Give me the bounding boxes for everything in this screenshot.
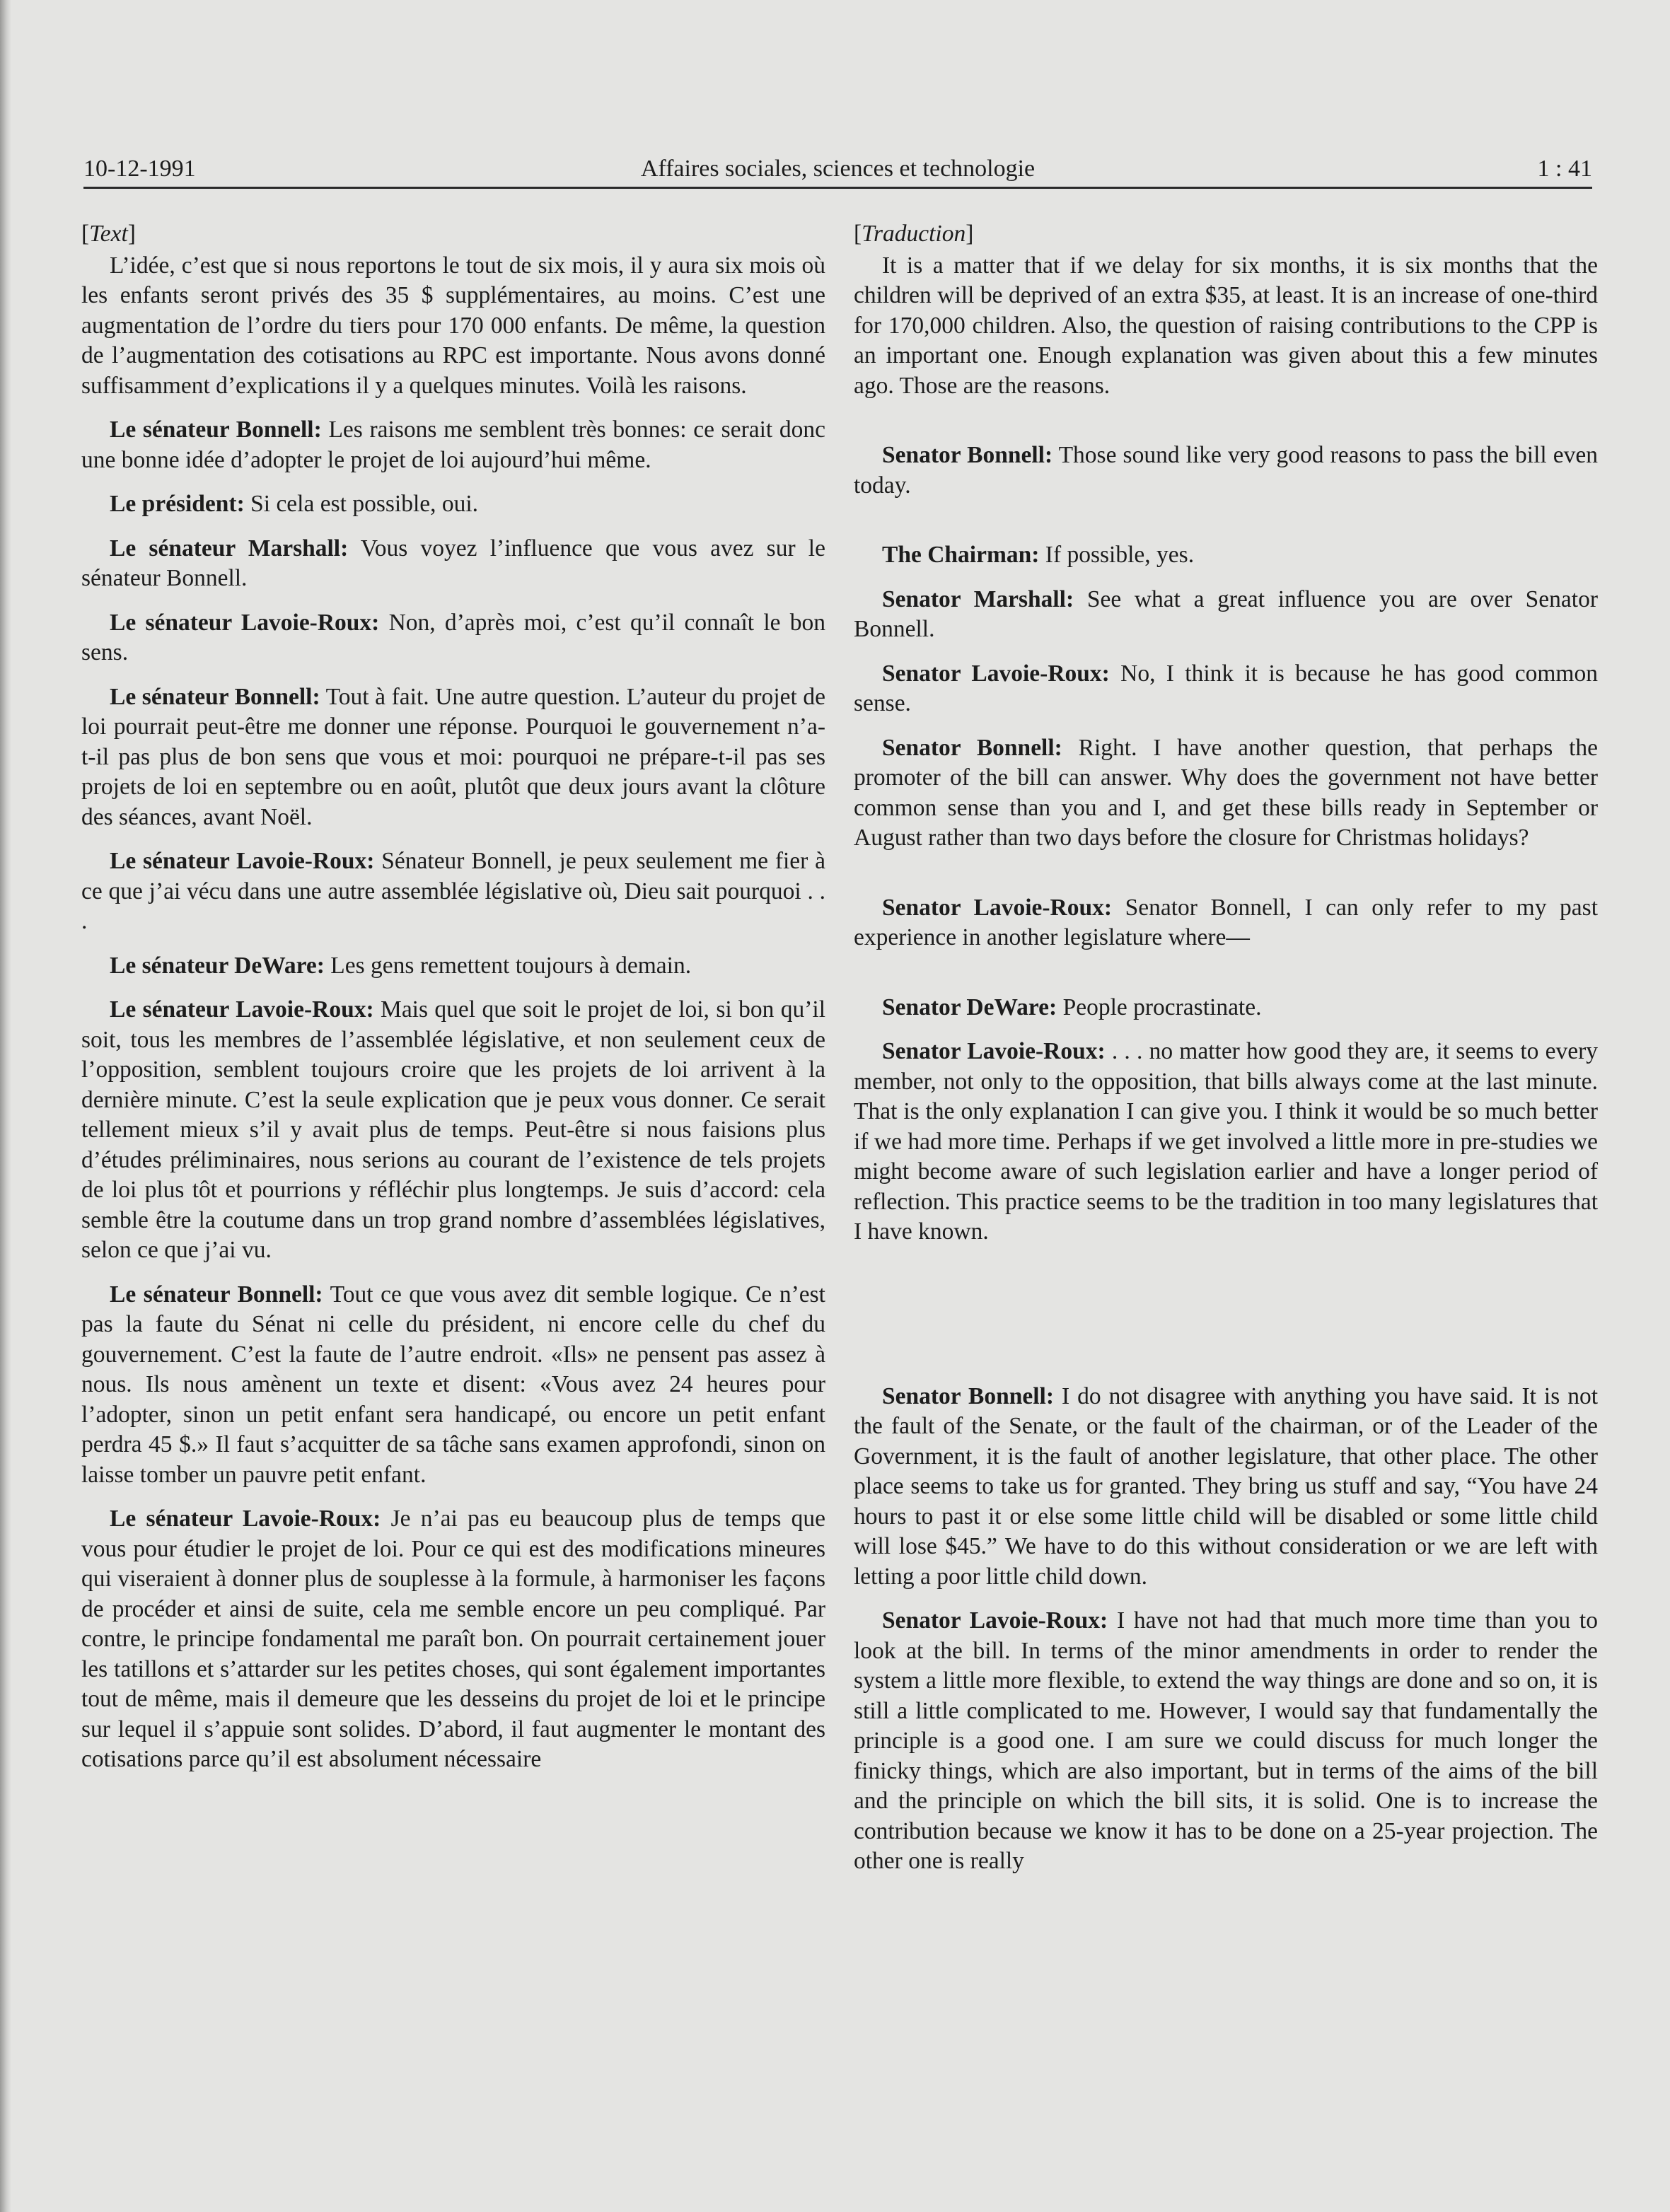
speech-text: I do not disagree with anything you have said. It is not the fault of the Senate, or the fault of the chairman, or of the Leader of the Government, it is the fault of another legislature, that other place. The other place seems to take us for granted. They bring us stuff and say, “You have 24 hours to past it or else some little child will be disabled or some little child will lose $45.” We have to do this without consideration or we are left with letting a poor little child down. <box>854 1382 1599 1590</box>
speaker-name: Le sénateur DeWare: <box>110 952 325 979</box>
speaker-name: Le sénateur Marshall: <box>110 535 349 561</box>
speaker-name: Le sénateur Lavoie-Roux: <box>110 848 375 874</box>
intro-paragraph: L’idée, c’est que si nous reportons le tout de six mois, il y aura six mois où les enfants seront privés des 35 $ supplémentaires, au moins. C’est une augmentation de l’ordre du tiers pour 170 000 enfants. De même, la question de l’augmentation des cotisations au RPC est importante. Nous avons donné suffisamment d’explications il y a quelques minutes. Voilà les raisons. <box>81 252 825 399</box>
page-header <box>83 147 1592 189</box>
speech-text: Je n’ai pas eu beaucoup plus de temps que vous pour étudier le projet de loi. Pour ce qui est des modifications mineures qui viseraient à donner plus de souplesse à la formule, à harmoniser les façons de procéder et ainsi de suite, cela me semble encore un peu compliqué. Par contre, le principe fondamental me paraît bon. On pourrait certainement jouer les tatillons et s’attarder sur les petites choses, qui sont également importantes tout de même, mais il demeure que les desseins du projet de loi et le principe sur lequel il s’appuie sont solides. D’abord, il faut augmenter le montant des cotisations parce qu’il est absolument nécessaire <box>81 1506 826 1772</box>
speaker-name: Le sénateur Lavoie-Roux: <box>110 609 380 636</box>
speech-paragraph <box>81 1280 825 1491</box>
speech-paragraph <box>854 1382 1598 1593</box>
speech-paragraph <box>854 733 1598 854</box>
speech-paragraph <box>854 1606 1598 1877</box>
speech-paragraph <box>81 489 825 520</box>
speech-paragraph <box>81 995 825 1266</box>
speaker-name: Senator Marshall: <box>882 586 1074 612</box>
speech-paragraph <box>81 608 825 668</box>
speaker-name: Le sénateur Bonnell: <box>110 417 322 443</box>
translation-tag: [Traduction] <box>854 221 974 247</box>
speech-paragraph <box>81 534 825 594</box>
speech-paragraph <box>81 951 825 982</box>
speech-paragraph <box>854 993 1598 1023</box>
speech-paragraph <box>854 540 1598 571</box>
speech-paragraph <box>81 415 825 475</box>
speech-text: Tout ce que vous avez dit semble logique. Ce n’est pas la faute du Sénat ni celle du président, ni encore celle du chef du gouvernement. C’est la faute de l’autre endroit. «Ils» ne pensent pas assez à nous. Ils nous amènent un texte et disent: «Vous avez 24 heures pour l’adopter, sinon un petit enfant sera handicapé, ou encore un petit enfant perdra 45 $.» Il faut s’acquitter de sa tâche sans examen approfondi, sinon on laisse tomber un pauvre petit enfant. <box>81 1281 825 1488</box>
speech-paragraph <box>854 659 1598 719</box>
speaker-name: Le sénateur Bonnell: <box>110 1281 323 1308</box>
speech-text: Non, d’après moi, c’est qu’il connaît le bon sens. <box>81 609 825 665</box>
speaker-name: Senator Lavoie-Roux: <box>882 1038 1106 1064</box>
speaker-name: Senator Bonnell: <box>882 1382 1055 1409</box>
header-title: Affaires sociales, sciences et technologie <box>640 156 1036 182</box>
speaker-name: Senator Bonnell: <box>882 442 1053 468</box>
speech-text: . . . no matter how good they are, it seems to every member, not only to the opposition, that bills always come at the last minute. That is the only explanation I can give you. I think it would be so much better if we had more time. Perhaps if we get involved a little more in pre-studies we might become aware of such legislation earlier and have a longer period of reflection. This practice seems to be the tradition in too many legislatures that I have known. <box>854 1038 1598 1245</box>
speech-paragraph <box>854 1037 1598 1247</box>
speech-paragraph <box>81 1504 825 1775</box>
speaker-name: Senator Lavoie-Roux: <box>882 1607 1108 1634</box>
speech-text: See what a great influence you are over Senator Bonnell. <box>854 586 1599 642</box>
speaker-name: Le sénateur Lavoie-Roux: <box>110 1506 381 1532</box>
speaker-name: Senator Lavoie-Roux: <box>882 660 1110 687</box>
speech-paragraph <box>854 893 1598 953</box>
speaker-name: Senator Lavoie-Roux: <box>882 894 1113 921</box>
speech-text: Senator Bonnell, I can only refer to my past experience in another legislature where— <box>854 894 1598 950</box>
speaker-name: The Chairman: <box>882 542 1040 568</box>
page-edge-shadow <box>0 0 11 2212</box>
speaker-name: Senator DeWare: <box>882 994 1057 1020</box>
header-date: 10-12-1991 <box>83 156 196 182</box>
speech-text: Those sound like very good reasons to pass the bill even today. <box>854 442 1599 499</box>
intro-paragraph: It is a matter that if we delay for six months, it is six months that the children will be deprived of an extra $35, at least. It is an increase of one-third for 170,000 children. Also, the question of raising contributions to the CPP is an important one. Enough explanation was given about this a few minutes ago. Those are the reasons. <box>854 252 1598 399</box>
speech-paragraph <box>854 585 1598 645</box>
text-tag: [Text] <box>81 221 136 247</box>
english-column <box>854 219 1598 1891</box>
french-column <box>81 219 825 1789</box>
speech-paragraph <box>854 441 1598 501</box>
speech-text: Les raisons me semblent très bonnes: ce serait donc une bonne idée d’adopter le projet de loi aujourd’hui même. <box>81 417 826 473</box>
speech-text: Sénateur Bonnell, je peux seulement me fier à ce que j’ai vécu dans une autre assemblée législative où, Dieu sait pourquoi . . . <box>81 848 825 934</box>
speech-text: People procrastinate. <box>1062 994 1262 1020</box>
speech-text: Si cela est possible, oui. <box>250 491 479 517</box>
speech-text: Tout à fait. Une autre question. L’auteur du projet de loi pourrait peut-être me donner une réponse. Pourquoi le gouvernement n’a-t-il pas plus de bon sens que vous et moi: pourquoi ne prépare-t-il pas ses projets de loi en septembre ou en août, plutôt que deux jours avant la clôture des séances, avant Noël. <box>81 683 825 830</box>
speech-text: Mais quel que soit le projet de loi, si bon qu’il soit, tous les membres de l’assemblée législative, et non seulement ceux de l’opposition, semblent toujours croire que les projets de loi arrivent à la dernière minute. C’est la seule explication que je peux vous donner. Ce serait tellement mieux s’il y avait plus de temps. Peut-être si nous faisions plus d’études préliminaires, nous serions au courant de l’existence de tels projets de loi plus tôt et pourrions y réfléchir plus longtemps. Je suis d’accord: cela semble être la coutume dans un trop grand nombre d’assemblées législatives, selon ce que j’ai vu. <box>81 996 825 1263</box>
speech-text: No, I think it is because he has good common sense. <box>854 660 1598 716</box>
speech-text: Les gens remettent toujours à demain. <box>330 952 692 979</box>
speech-text: Right. I have another question, that perhaps the promoter of the bill can answer. Why does the government not have better common sense than you and I, and get these bills ready in September or August rather than two days before the closure for Christmas holidays? <box>854 734 1598 851</box>
speaker-name: Le sénateur Lavoie-Roux: <box>110 996 374 1023</box>
header-page-number: 1 : 41 <box>1537 156 1592 182</box>
speech-paragraph <box>81 846 825 937</box>
speech-text: I have not had that much more time than you to look at the bill. In terms of the minor amendments in order to render the system a little more flexible, to extend the way things are done and so on, it is still a little complicated to me. However, I would say that fundamentally the principle is a good one. I am sure we could discuss for much longer the finicky things, which are also important, but in terms of the aims of the bill and the principle on which the bill sits, it is solid. One is to increase the contribution because we know it has to be done on a 25-year projection. The other one is really <box>854 1607 1598 1874</box>
speaker-name: Senator Bonnell: <box>882 734 1062 761</box>
speaker-name: Le président: <box>110 491 245 517</box>
speech-text: Vous voyez l’influence que vous avez sur le sénateur Bonnell. <box>81 535 825 591</box>
speech-text: If possible, yes. <box>1045 542 1195 568</box>
speech-paragraph <box>81 682 825 833</box>
speaker-name: Le sénateur Bonnell: <box>110 683 320 710</box>
